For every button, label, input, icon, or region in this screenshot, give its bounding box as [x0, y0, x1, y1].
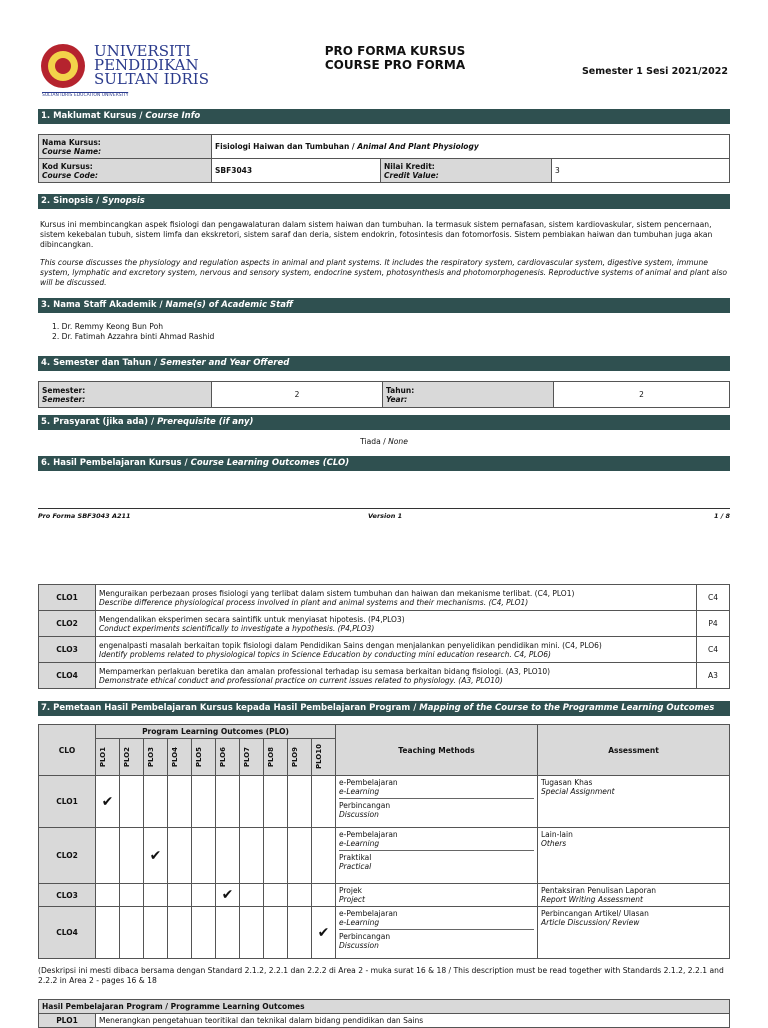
plo-header: PLO6: [219, 746, 227, 768]
plo-header: PLO2: [123, 746, 131, 768]
clo-row: CLO1 Menguraikan perbezaan proses fisiologi yang terlibat dalam sistem tumbuhan dan haiwan dan mekanisme terlibat. (C4, PLO1) Describe difference physiological process involved in plant and animal systems and their mechanisms. (C4, PLO1) C4: [39, 585, 730, 611]
clo-row: CLO3 engenalpasti masalah berkaitan topik fisiologi dalam Pendidikan Sains dengan menjalankan penyelidikan pendidikan mini. (C4, PLO6) Identify problems related to physiological topics in Science Education by conducting mini education research. C4, PLO6) C4: [39, 637, 730, 663]
semester-label: Semester 1 Sesi 2021/2022: [581, 66, 728, 77]
clo-row: CLO2 Mengendalikan eksperimen secara saintifik untuk menyiasat hipotesis. (P4,PLO3) Conduct experiments scientifically to investigate a hypothesis. (P4,PLO3) P4: [39, 611, 730, 637]
plo-header: PLO1: [99, 746, 107, 768]
synopsis-en: This course discusses the physiology and regulation aspects in animal and plant systems. It includes the respiratory system, cardiovascular system, digestive system, immune system, lymphatic and excretory system, nervous and sensory system, endocrine system, photosynthesis and photomorphogenesis. Reproductive systems of animal and plant also will be discussed.: [40, 258, 728, 287]
check-icon: ✔: [144, 828, 168, 884]
check-icon: ✔: [216, 884, 240, 907]
uni-line3: SULTAN IDRIS: [94, 70, 210, 88]
check-icon: ✔: [312, 907, 336, 959]
plo-header: PLO4: [171, 746, 179, 768]
mapping-table: CLO Program Learning Outcomes (PLO) Teaching Methods Assessment PLO1 PLO2 PLO3 PLO4 PLO5 PLO6 PLO7 PLO8 PLO9 PLO10 CLO1 ✔ e-Pembelajaran e-Learning Perbincangan Discussion Tugasan Khas Special Assignment CLO2 ✔ e-Pembelajaran e-Learning Praktikal Practical Lain-lain Others CLO3 ✔ Projek Project Pentaksiran Penulisan Laporan Report Writing Assessment CLO4 ✔ e-Pembelajaran e-Learning Perbincangan Discussion Perbincangan Artikel/ Ulasan Article Discussion/ Review: [38, 724, 730, 959]
section-7-header: 7. Pemetaan Hasil Pembelajaran Kursus kepada Hasil Pembelajaran Program / Mapping of the Course to the Programme Learning Outcomes: [38, 701, 730, 716]
page-title: PRO FORMA KURSUS COURSE PRO FORMA: [324, 44, 466, 72]
mapping-row: CLO3 ✔ Projek Project Pentaksiran Penulisan Laporan Report Writing Assessment: [39, 884, 730, 907]
section-2-header: 2. Sinopsis / Synopsis: [38, 194, 730, 209]
uni-sub: SULTAN IDRIS EDUCATION UNIVERSITY: [42, 93, 129, 98]
mapping-row: CLO4 ✔ e-Pembelajaran e-Learning Perbincangan Discussion Perbincangan Artikel/ Ulasan Article Discussion/ Review: [39, 907, 730, 959]
section-6-header: 6. Hasil Pembelajaran Kursus / Course Learning Outcomes (CLO): [38, 456, 730, 471]
section-3-header: 3. Nama Staff Akademik / Name(s) of Academic Staff: [38, 298, 730, 313]
section-4-header: 4. Semester dan Tahun / Semester and Year Offered: [38, 356, 730, 371]
check-icon: ✔: [96, 776, 120, 828]
synopsis-ms: Kursus ini membincangkan aspek fisiologi dan pengawalaturan dalam sistem haiwan dan tumbuhan. Ia termasuk sistem pernafasan, sistem kardiovaskular, sistem pencernaan, sistem kekebalan tubuh, sistem limfa dan ekskretori, sistem saraf dan deria, sistem endokrin, fotosintesis dan fotomorfosis. Sistem pembiakan haiwan dan tumbuhan juga akan dibincangkan.: [40, 220, 713, 249]
prerequisite-value: Tiada / None: [360, 437, 408, 446]
plo-header: PLO3: [147, 746, 155, 768]
uni-line2: PENDIDIKAN: [94, 56, 199, 74]
mapping-row: CLO1 ✔ e-Pembelajaran e-Learning Perbincangan Discussion Tugasan Khas Special Assignment: [39, 776, 730, 828]
university-logo: [38, 42, 218, 102]
course-info-table: Nama Kursus: Course Name: Fisiologi Haiwan dan Tumbuhan / Animal And Plant Physiology Kod Kursus: Course Code: SBF3043 Nilai Kredit: Credit Value: 3: [38, 134, 730, 183]
staff-list: 1. Dr. Remmy Keong Bun Poh 2. Dr. Fatimah Azzahra binti Ahmad Rashid: [52, 322, 215, 341]
uni-line1: UNIVERSITI: [94, 42, 191, 60]
plo-header: PLO8: [267, 746, 275, 768]
section-5-header: 5. Prasyarat (jika ada) / Prerequisite (if any): [38, 415, 730, 430]
plo-header: PLO10: [315, 744, 323, 770]
clo-row: CLO4 Mempamerkan perlakuan beretika dan amalan professional terhadap isu semasa berkaitan bidang fisiologi. (A3, PLO10) Demonstrate ethical conduct and professional practice on current issues related to physiology. (A3, PLO10) A3: [39, 663, 730, 689]
clo-table: [38, 584, 730, 689]
plo-header: PLO7: [243, 746, 251, 768]
semester-table: Semester: Semester: 2 Tahun: Year: 2: [38, 381, 730, 408]
section-1-header: 1. Maklumat Kursus / Course Info: [38, 109, 730, 124]
plo-table: Hasil Pembelajaran Program / Programme Learning Outcomes PLO1 Menerangkan pengetahuan teoritikal dan teknikal dalam bidang pendidikan dan Sains: [38, 999, 730, 1028]
page-footer: Pro Forma SBF3043 A211 Version 1 1 / 8: [38, 508, 730, 512]
mapping-row: CLO2 ✔ e-Pembelajaran e-Learning Praktikal Practical Lain-lain Others: [39, 828, 730, 884]
mapping-note: (Deskripsi ini mesti dibaca bersama dengan Standard 2.1.2, 2.2.1 dan 2.2.2 di Area 2 - muka surat 16 & 18 / This description must be read together with Standards 2.1.2, 2.2.1 and 2.2.2 in Area 2 - pages 16 & 18: [38, 966, 724, 985]
plo-header: PLO9: [291, 746, 299, 768]
plo-header: PLO5: [195, 746, 203, 768]
